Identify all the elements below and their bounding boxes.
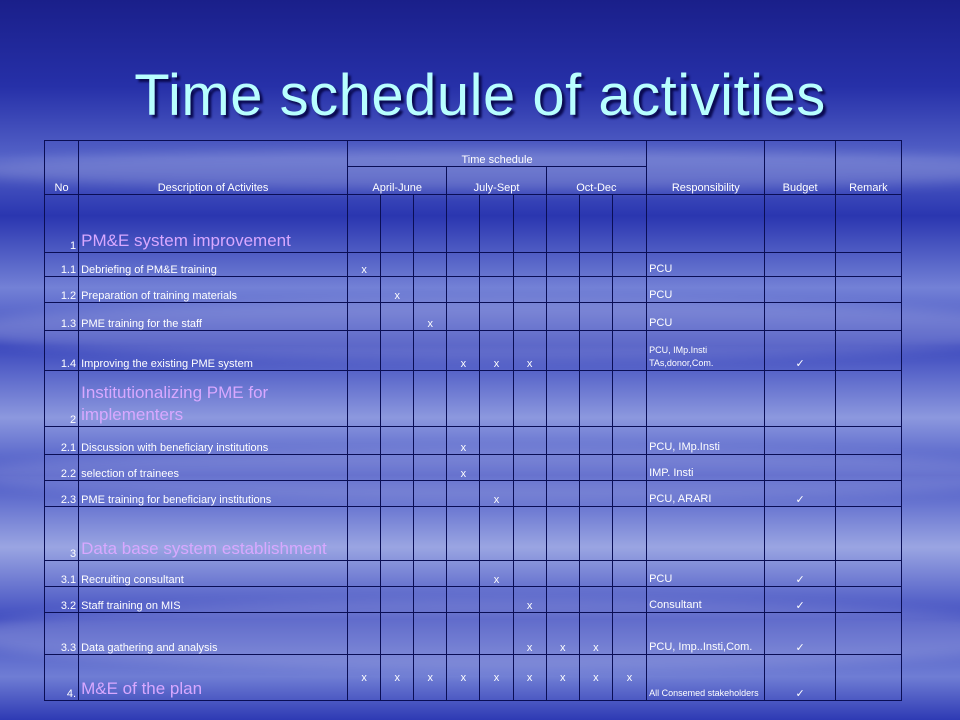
table-row [45, 613, 902, 655]
responsibility-cell: IMP. Insti [647, 455, 765, 481]
header-time-schedule: Time schedule [348, 141, 647, 167]
activity-description: PME training for the staff [79, 303, 348, 331]
schedule-cell [546, 427, 579, 455]
schedule-cell: x [348, 253, 381, 277]
table-row [45, 277, 902, 303]
schedule-cell: x [480, 331, 513, 371]
schedule-cell [381, 253, 414, 277]
section-row [45, 507, 902, 561]
schedule-cell [381, 427, 414, 455]
schedule-cell: x [546, 613, 579, 655]
schedule-cell: x [348, 655, 381, 701]
schedule-cell [348, 587, 381, 613]
section-row [45, 655, 902, 701]
schedule-cell [612, 331, 646, 371]
schedule-cell [612, 195, 646, 253]
responsibility-cell [647, 195, 765, 253]
schedule-cell [414, 613, 447, 655]
schedule-cell [381, 331, 414, 371]
budget-cell [765, 195, 835, 253]
schedule-cell [447, 303, 480, 331]
schedule-cell [513, 507, 546, 561]
schedule-cell [348, 331, 381, 371]
schedule-cell [447, 277, 480, 303]
schedule-cell [348, 371, 381, 427]
schedule-cell [414, 455, 447, 481]
row-number: 4. [45, 655, 79, 701]
schedule-cell [348, 455, 381, 481]
table-row [45, 587, 902, 613]
responsibility-cell: PCU, ARARI [647, 481, 765, 507]
row-number: 2 [45, 371, 79, 427]
header-responsibility: Responsibility [647, 141, 765, 195]
remark-cell [835, 371, 901, 427]
schedule-cell [381, 195, 414, 253]
schedule-cell: x [381, 277, 414, 303]
schedule-cell [612, 371, 646, 427]
row-number: 1.1 [45, 253, 79, 277]
responsibility-cell: PCU, Imp..Insti,Com. [647, 613, 765, 655]
schedule-cell [348, 507, 381, 561]
schedule-cell [513, 561, 546, 587]
check-icon: ✓ [765, 561, 835, 587]
activity-description: PME training for beneficiary institutions [79, 481, 348, 507]
schedule-cell [414, 587, 447, 613]
schedule-cell [447, 195, 480, 253]
schedule-cell: x [414, 655, 447, 701]
schedule-body [45, 195, 902, 701]
schedule-cell [381, 561, 414, 587]
check-icon: ✓ [765, 587, 835, 613]
section-title: Institutionalizing PME for implementers [79, 371, 348, 427]
schedule-cell [447, 561, 480, 587]
table-row [45, 303, 902, 331]
schedule-cell: x [513, 331, 546, 371]
responsibility-cell: PCU [647, 277, 765, 303]
responsibility-cell: PCU, IMp.Insti TAs,donor,Com. [647, 331, 765, 371]
schedule-cell [480, 371, 513, 427]
table-row [45, 427, 902, 455]
remark-cell [835, 587, 901, 613]
schedule-cell [414, 481, 447, 507]
schedule-cell [513, 481, 546, 507]
schedule-cell [546, 455, 579, 481]
check-icon: ✓ [765, 481, 835, 507]
schedule-cell [579, 331, 612, 371]
remark-cell [835, 507, 901, 561]
table-row [45, 455, 902, 481]
schedule-cell [579, 455, 612, 481]
schedule-cell [546, 371, 579, 427]
schedule-cell [480, 195, 513, 253]
row-number: 1.3 [45, 303, 79, 331]
schedule-cell [414, 561, 447, 587]
schedule-cell: x [447, 455, 480, 481]
schedule-cell [546, 277, 579, 303]
schedule-cell [447, 587, 480, 613]
remark-cell [835, 277, 901, 303]
schedule-cell: x [381, 655, 414, 701]
header-description: Description of Activites [79, 141, 348, 195]
check-icon: ✓ [765, 613, 835, 655]
budget-cell [765, 427, 835, 455]
schedule-cell: x [546, 655, 579, 701]
schedule-table [44, 140, 902, 701]
schedule-cell [513, 455, 546, 481]
schedule-cell [480, 277, 513, 303]
schedule-cell [612, 587, 646, 613]
schedule-cell [414, 427, 447, 455]
schedule-cell [447, 481, 480, 507]
budget-cell [765, 371, 835, 427]
schedule-cell [612, 455, 646, 481]
section-title: PM&E system improvement [79, 195, 348, 253]
schedule-cell [480, 613, 513, 655]
schedule-cell [579, 561, 612, 587]
schedule-cell [348, 303, 381, 331]
schedule-cell: x [513, 587, 546, 613]
schedule-cell [480, 253, 513, 277]
schedule-cell [513, 371, 546, 427]
remark-cell [835, 253, 901, 277]
budget-cell [765, 253, 835, 277]
schedule-cell [381, 613, 414, 655]
row-number: 3 [45, 507, 79, 561]
schedule-cell [612, 303, 646, 331]
schedule-cell [414, 195, 447, 253]
row-number: 3.3 [45, 613, 79, 655]
schedule-cell [579, 195, 612, 253]
remark-cell [835, 195, 901, 253]
activity-description: Data gathering and analysis [79, 613, 348, 655]
schedule-cell [612, 253, 646, 277]
responsibility-cell: PCU [647, 253, 765, 277]
table-row [45, 481, 902, 507]
section-title: Data base system establishment [79, 507, 348, 561]
section-row [45, 195, 902, 253]
row-number: 2.3 [45, 481, 79, 507]
schedule-cell [381, 587, 414, 613]
schedule-cell [381, 455, 414, 481]
schedule-cell [414, 371, 447, 427]
row-number: 1 [45, 195, 79, 253]
schedule-cell: x [480, 561, 513, 587]
schedule-cell [546, 195, 579, 253]
schedule-cell [414, 277, 447, 303]
responsibility-cell: PCU, IMp.Insti [647, 427, 765, 455]
header-no: No [45, 141, 79, 195]
schedule-cell: x [447, 427, 480, 455]
budget-cell [765, 455, 835, 481]
schedule-cell [447, 371, 480, 427]
schedule-cell [414, 253, 447, 277]
schedule-cell [447, 507, 480, 561]
header-quarter-july-sept: July-Sept [447, 167, 546, 195]
schedule-cell [612, 427, 646, 455]
schedule-cell: x [579, 655, 612, 701]
schedule-cell [447, 613, 480, 655]
responsibility-cell [647, 371, 765, 427]
page-title: Time schedule of activities [134, 63, 826, 128]
schedule-cell: x [414, 303, 447, 331]
row-number: 1.4 [45, 331, 79, 371]
schedule-cell [513, 303, 546, 331]
schedule-cell [546, 331, 579, 371]
section-row [45, 371, 902, 427]
responsibility-cell: All Consemed stakeholders [647, 655, 765, 701]
activity-description: Recruiting consultant [79, 561, 348, 587]
schedule-cell [381, 303, 414, 331]
activity-description: Discussion with beneficiary institutions [79, 427, 348, 455]
schedule-cell [513, 427, 546, 455]
schedule-cell [348, 427, 381, 455]
schedule-cell: x [612, 655, 646, 701]
schedule-cell [513, 195, 546, 253]
schedule-cell [546, 561, 579, 587]
row-number: 2.2 [45, 455, 79, 481]
schedule-cell [579, 481, 612, 507]
schedule-cell [348, 481, 381, 507]
schedule-cell [546, 587, 579, 613]
table-row [45, 331, 902, 371]
schedule-cell [579, 427, 612, 455]
schedule-cell: x [513, 613, 546, 655]
schedule-cell [579, 277, 612, 303]
header-quarter-april-june: April-June [348, 167, 447, 195]
schedule-cell [579, 507, 612, 561]
schedule-cell [612, 507, 646, 561]
row-number: 2.1 [45, 427, 79, 455]
schedule-cell [348, 561, 381, 587]
remark-cell [835, 331, 901, 371]
budget-cell [765, 277, 835, 303]
schedule-cell [546, 303, 579, 331]
row-number: 1.2 [45, 277, 79, 303]
responsibility-cell: PCU [647, 561, 765, 587]
schedule-cell [381, 507, 414, 561]
schedule-cell [546, 481, 579, 507]
schedule-cell [414, 331, 447, 371]
schedule-cell [348, 613, 381, 655]
activity-description: selection of trainees [79, 455, 348, 481]
schedule-cell [480, 507, 513, 561]
activity-description: Preparation of training materials [79, 277, 348, 303]
remark-cell [835, 613, 901, 655]
schedule-cell [348, 277, 381, 303]
budget-cell [765, 303, 835, 331]
schedule-cell [612, 277, 646, 303]
schedule-cell [480, 455, 513, 481]
schedule-cell: x [513, 655, 546, 701]
activity-description: Debriefing of PM&E training [79, 253, 348, 277]
header-remark: Remark [835, 141, 901, 195]
remark-cell [835, 427, 901, 455]
row-number: 3.2 [45, 587, 79, 613]
table-row [45, 253, 902, 277]
schedule-cell [480, 427, 513, 455]
schedule-cell: x [480, 481, 513, 507]
remark-cell [835, 455, 901, 481]
check-icon: ✓ [765, 331, 835, 371]
schedule-cell [612, 561, 646, 587]
responsibility-cell: PCU [647, 303, 765, 331]
responsibility-cell: Consultant [647, 587, 765, 613]
remark-cell [835, 303, 901, 331]
activity-description: Staff training on MIS [79, 587, 348, 613]
schedule-cell: x [579, 613, 612, 655]
schedule-cell [513, 277, 546, 303]
remark-cell [835, 561, 901, 587]
row-number: 3.1 [45, 561, 79, 587]
header-quarter-oct-dec: Oct-Dec [546, 167, 646, 195]
header-budget: Budget [765, 141, 835, 195]
schedule-cell [546, 253, 579, 277]
section-title: M&E of the plan [79, 655, 348, 701]
schedule-cell [513, 253, 546, 277]
schedule-cell [579, 303, 612, 331]
check-icon: ✓ [765, 655, 835, 701]
schedule-cell: x [447, 331, 480, 371]
budget-cell [765, 507, 835, 561]
schedule-cell [612, 613, 646, 655]
schedule-cell [381, 371, 414, 427]
schedule-cell: x [480, 655, 513, 701]
schedule-cell [612, 481, 646, 507]
table-row [45, 561, 902, 587]
schedule-cell [579, 253, 612, 277]
schedule-cell [414, 507, 447, 561]
schedule-cell [480, 587, 513, 613]
schedule-cell [579, 587, 612, 613]
schedule-cell: x [447, 655, 480, 701]
schedule-cell [348, 195, 381, 253]
schedule-cell [447, 253, 480, 277]
activity-description: Improving the existing PME system [79, 331, 348, 371]
responsibility-cell [647, 507, 765, 561]
remark-cell [835, 655, 901, 701]
remark-cell [835, 481, 901, 507]
schedule-cell [579, 371, 612, 427]
schedule-cell [381, 481, 414, 507]
schedule-cell [480, 303, 513, 331]
schedule-cell [546, 507, 579, 561]
